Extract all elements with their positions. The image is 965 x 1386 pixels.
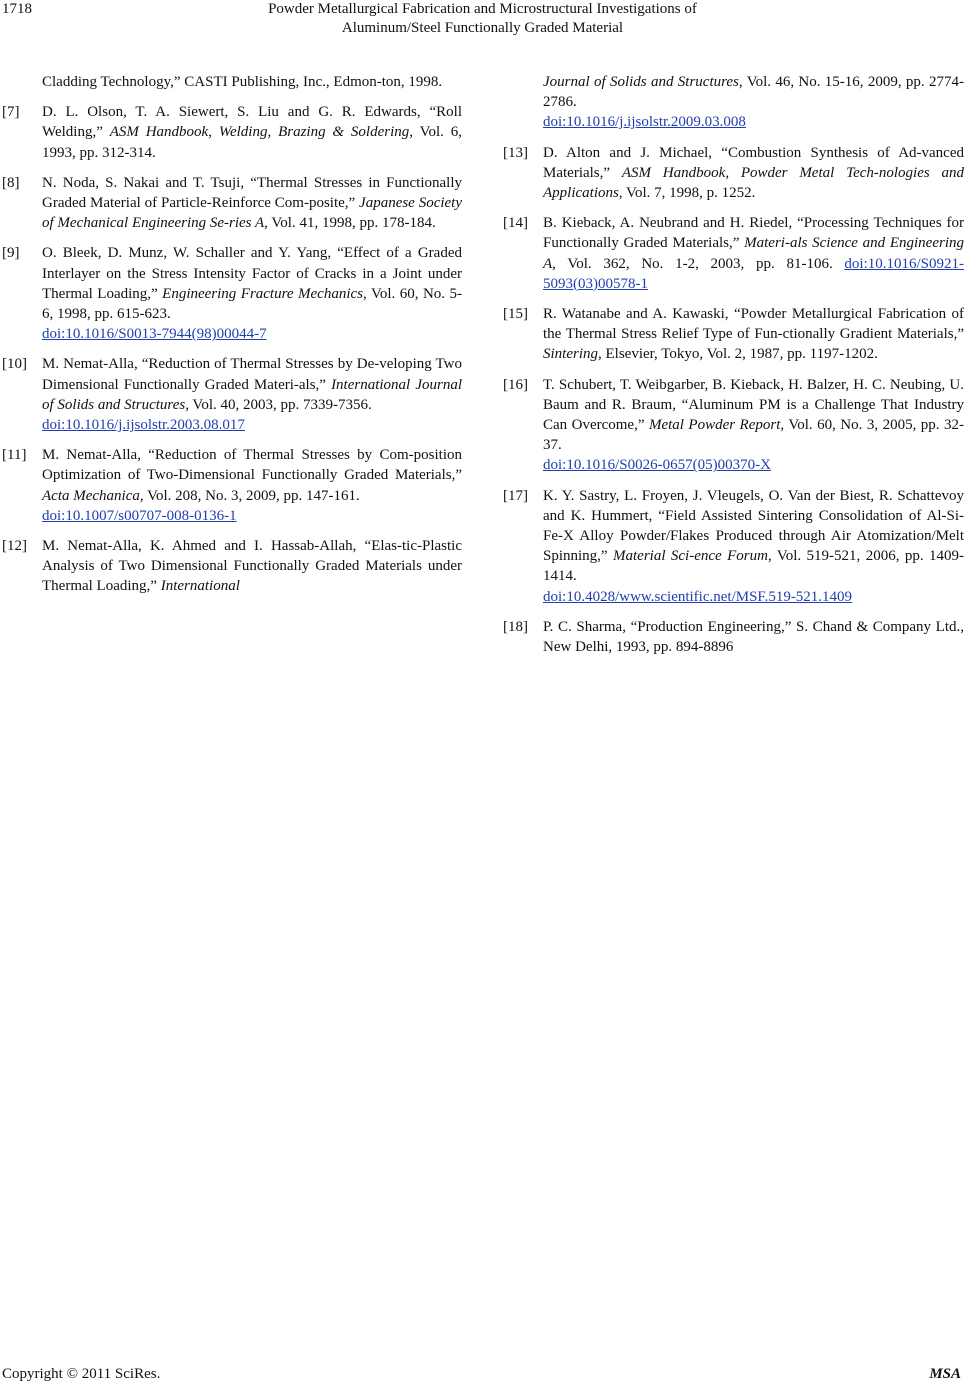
doi-link[interactable]: doi:10.1016/S0013-7944(98)00044-7 <box>42 326 267 343</box>
reference-number: [14] <box>503 215 528 232</box>
reference-14: [14] B. Kieback, A. Neubrand and H. Riedel, “Processing Techniques for Functionally Graded Materials,” Materi-als Science and Engineering A, Vol. 362, No. 1-2, 2003, pp. 81-106. doi:10.1016/S0921-5093(03)00578-1 <box>503 215 964 292</box>
doi-link[interactable]: doi:10.1016/j.ijsolstr.2003.08.017 <box>42 417 245 434</box>
reference-11: [11] M. Nemat-Alla, “Reduction of Thermal Stresses by Com-position Optimization of Two-Dimensional Functionally Graded Materials,” Acta Mechanica, Vol. 208, No. 3, 2009, pp. 147-161. doi:10.1007/s00707-008-0136-1 <box>2 447 462 524</box>
reference-number: [15] <box>503 306 528 323</box>
page-footer <box>0 1366 965 1386</box>
running-title-line-1: Powder Metallurgical Fabrication and Microstructural Investigations of <box>268 1 697 17</box>
page-number: 1718 <box>2 1 32 17</box>
doi-link[interactable]: doi:10.1007/s00707-008-0136-1 <box>42 507 237 524</box>
doi-link[interactable]: doi:10.1016/S0921-5093(03)00578-1 <box>543 255 964 292</box>
reference-12-continuation: Journal of Solids and Structures, Vol. 46, No. 15-16, 2009, pp. 2774-2786. doi:10.1016/j.ijsolstr.2009.03.008 <box>543 74 964 131</box>
reference-16: [16] T. Schubert, T. Weibgarber, B. Kieback, H. Balzer, H. C. Neubing, U. Baum and R. Braum, “Aluminum PM is a Challenge That Industry Can Overcome,” Metal Powder Report, Vol. 60, No. 3, 2005, pp. 32-37. doi:10.1016/S0026-0657(05)00370-X <box>503 376 964 474</box>
reference-number: [11] <box>2 447 27 464</box>
reference-18: [18] P. C. Sharma, “Production Engineering,” S. Chand & Company Ltd., New Delhi, 1993, pp. 894-8896 <box>503 618 964 656</box>
journal-abbreviation: MSA <box>929 1366 961 1382</box>
copyright-notice: Copyright © 2011 SciRes. <box>2 1366 161 1382</box>
running-title <box>0 0 965 38</box>
reference-6-continuation: Cladding Technology,” CASTI Publishing, Inc., Edmon-ton, 1998. <box>42 74 443 90</box>
doi-link[interactable]: doi:10.1016/S0026-0657(05)00370-X <box>543 457 771 474</box>
references-left-column <box>2 72 462 607</box>
reference-7: [7] D. L. Olson, T. A. Siewert, S. Liu and G. R. Edwards, “Roll Welding,” ASM Handbook, Welding, Brazing & Soldering, Vol. 6, 1993, pp. 312-314. <box>2 104 463 161</box>
page-header <box>0 0 965 44</box>
reference-15: [15] R. Watanabe and A. Kawaski, “Powder Metallurgical Fabrication of the Thermal Stress Relief Type of Fun-ctionally Gradient Materials,” Sintering, Elsevier, Tokyo, Vol. 2, 1987, pp. 1197-1202. <box>503 306 964 363</box>
running-title-line-2: Aluminum/Steel Functionally Graded Material <box>341 20 624 36</box>
reference-9: [9] O. Bleek, D. Munz, W. Schaller and Y. Yang, “Effect of a Graded Interlayer on the Stress Intensity Factor of Cracks in a Joint under Thermal Loading,” Engineering Fracture Mechanics, Vol. 60, No. 5-6, 1998, pp. 615-623. doi:10.1016/S0013-7944(98)00044-7 <box>2 245 463 343</box>
doi-link[interactable]: doi:10.4028/www.scientific.net/MSF.519-521.1409 <box>543 588 853 605</box>
reference-number: [9] <box>2 245 20 262</box>
reference-12: [12] M. Nemat-Alla, K. Ahmed and I. Hassab-Allah, “Elas-tic-Plastic Analysis of Two Dimensional Functionally Graded Materials under Thermal Loading,” International <box>2 538 462 595</box>
reference-number: [12] <box>2 538 27 555</box>
doi-link[interactable]: doi:10.1016/j.ijsolstr.2009.03.008 <box>543 114 746 131</box>
reference-number: [7] <box>2 104 20 121</box>
reference-13: [13] D. Alton and J. Michael, “Combustion Synthesis of Ad-vanced Materials,” ASM Handbook, Powder Metal Tech-nologies and Applications, Vol. 7, 1998, p. 1252. <box>503 144 964 202</box>
reference-number: [18] <box>503 618 528 635</box>
reference-number: [10] <box>2 356 27 373</box>
reference-number: [8] <box>2 174 20 191</box>
reference-10: [10] M. Nemat-Alla, “Reduction of Thermal Stresses by De-veloping Two Dimensional Functionally Graded Materi-als,” International Journal of Solids and Structures, Vol. 40, 2003, pp. 7339-7356. doi:10.1016/j.ijsolstr.2003.08.017 <box>2 356 462 434</box>
reference-17: [17] K. Y. Sastry, L. Froyen, J. Vleugels, O. Van der Biest, R. Schattevoy and K. Hummert, “Field Assisted Sintering Consolidation of Al-Si-Fe-X Alloy Powder/Flakes Produced through Air Atomization/Melt Spinning,” Material Sci-ence Forum, Vol. 519-521, 2006, pp. 1409-1414. doi:10.4028/www.scientific.net/MSF.519-521.1409 <box>503 487 964 605</box>
reference-8: [8] N. Noda, S. Nakai and T. Tsuji, “Thermal Stresses in Functionally Graded Material of Particle-Reinforce Com-posite,” Japanese Society of Mechanical Engineering Se-ries A, Vol. 41, 1998, pp. 178-184. <box>2 174 462 232</box>
reference-number: [13] <box>503 144 528 161</box>
references-right-column <box>503 72 964 667</box>
reference-number: [17] <box>503 487 528 504</box>
reference-number: [16] <box>503 376 528 393</box>
